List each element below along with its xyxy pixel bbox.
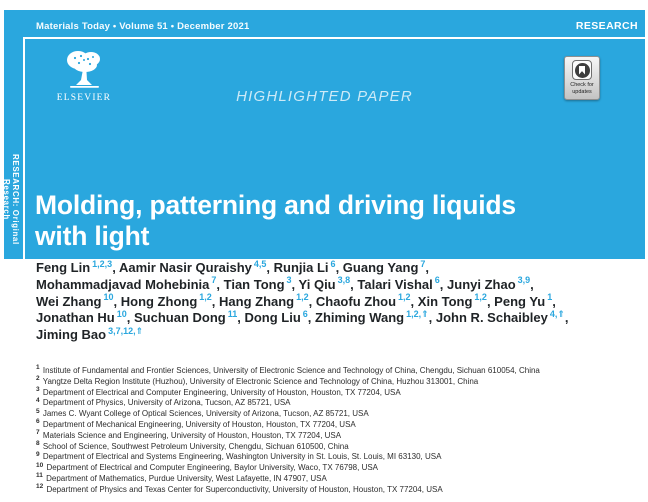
affiliation-number: 7 [36,429,40,437]
affiliation-number: 10 [36,461,44,469]
affiliation-number: 1 [36,364,40,372]
publisher-name: ELSEVIER [56,93,112,103]
affiliation-item: $^{11}$ Department of Mathematics, Purdue University, West Lafayette, IN 47907, USA [36,472,327,483]
bookmark-circle-icon [575,63,590,78]
check-for-updates-label [565,82,599,95]
author-name: Junyi Zhao [447,276,516,292]
affiliation-number: 6 [36,418,40,426]
crossmark-iconbox [572,60,592,80]
author-affiliation-superscript: 3,9 [517,275,531,286]
affiliation-item: $^7$ Materials Science and Engineering, University of Houston, Houston, TX 77204, USA [36,429,342,440]
affiliation-number: 4 [36,396,40,404]
affiliation-number: 5 [36,407,40,415]
author-affiliation-superscript: 10 [103,292,114,303]
check-for-updates-line2: updates [572,88,592,95]
author-name: Runjia Li [273,260,329,275]
horizontal-rule [25,37,645,39]
author-name: Peng Yu [494,293,546,309]
author-affiliation-superscript: 6 [302,309,308,320]
author-affiliation-superscript: 1,2 [474,292,487,303]
author-name: Chaofu Zhou [315,293,397,309]
author-name: Suchuan Dong [133,310,226,326]
author-name: Dong Liu [244,310,301,326]
highlighted-paper-label: HIGHLIGHTED PAPER [236,88,413,105]
affiliation-number: 8 [36,439,40,447]
affiliation-item: $^1$ Institute of Fundamental and Frontier Sciences, University of Electronic Science and Technology of China, Chengdu, Sichuan 610054, China [36,364,540,375]
author-name: Zhiming Wang [315,310,405,326]
author-name: Hong Zhong [120,293,198,309]
author-affiliation-superscript: 4,⇑ [549,309,565,320]
author-affiliation-superscript: 6 [330,258,336,269]
author-name: Talari Vishal [357,276,433,292]
author-name: John R. Schaibley [435,310,548,326]
author-name: Jonathan Hu [36,310,115,326]
author-list: Feng Lin $^{1,2,3}$, Aamir Nasir Quraishy $^{4,5}$, Runjia Li $^6$, Guang Yang $^7$, Mohammadjavad Mohebinia $^7$, Tian Tong $^3$, Yi Qiu $^{3,8}$, Talari Vishal $^6$, Junyi Zhao $^{3,9}$, Wei Zhang $^{10}$, Hong Zhong $^{1,2}$, Hang Zhang $^{1,2}$, Chaofu Zhou $^{1,2}$, Xin Tong $^{1,2}$, Peng Yu $^1$, Jonathan Hu $^{10}$, Suchuan Dong $^{11}$, Dong Liu $^6$, Zhiming Wang $^{1,2,⇑}$, John R. Schaibley $^{4,⇑}$, Jiming Bao $^{3,7,12,⇑}$ [36,258,569,343]
author-affiliation-superscript: 10 [116,309,127,320]
author-affiliation-superscript: 1,2,3 [92,258,113,269]
author-affiliation-superscript: 7 [420,258,426,269]
affiliation-item: $^6$ Department of Mechanical Engineering, University of Houston, Houston, TX 77204, USA [36,418,356,429]
author-name: Guang Yang [342,260,419,275]
author-affiliation-superscript: 7 [211,275,217,286]
author-affiliation-superscript: 11 [227,309,238,320]
author-name: Xin Tong [417,293,473,309]
author-affiliation-superscript: 4,5 [253,258,267,269]
check-for-updates-line1: Check for [570,82,594,88]
affiliation-number: 11 [36,472,43,480]
author-affiliation-superscript: 3,7,12,⇑ [108,325,144,336]
author-name: Jiming Bao [36,327,107,343]
side-strip-label: RESEARCH: Original Research [2,153,20,245]
elsevier-tree-icon [48,50,120,92]
affiliation-item: $^9$ Department of Electrical and Systems Engineering, Washington University in St. Louis, St. Louis, MI 63130, USA [36,450,442,462]
author-affiliation-superscript: 1 [547,292,553,303]
affiliation-item: $^3$ Department of Electrical and Computer Engineering, University of Houston, Houston, TX 77204, USA [36,385,401,397]
affiliation-item: $^{12}$ Department of Physics and Texas Center for Superconductivity, University of Houston, Houston, TX 77204, USA [36,483,443,494]
research-section-label: RESEARCH [575,20,638,32]
author-affiliation-superscript: 1,2,⇑ [406,309,429,320]
journal-masthead: Materials Today • Volume 51 • December 2021 [36,21,250,32]
header-banner [4,10,645,259]
author-name: Tian Tong [223,276,285,292]
author-name: Hang Zhang [219,293,295,309]
affiliation-number: 2 [36,375,40,383]
article-title-line1: Molding, patterning and driving liquids [35,190,516,220]
author-affiliation-superscript: 1,2 [398,292,411,303]
article-title-line2: with light [35,221,150,251]
author-affiliation-superscript: 3,8 [337,275,351,286]
author-name: Aamir Nasir Quraishy [118,260,252,275]
affiliation-item: $^4$ Department of Physics, University of Arizona, Tucson, AZ 85721, USA [36,396,291,408]
author-affiliation-superscript: 3 [286,275,292,286]
affiliation-item: $^{10}$ Department of Electrical and Computer Engineering, Baylor University, Waco, TX 76798, USA [36,461,379,473]
affiliation-item: $^2$ Yangtze Delta Region Institute (Huzhou), University of Electronic Science and Technology of China, Huzhou 313001, China [36,375,479,386]
author-affiliation-superscript: 1,2 [199,292,212,303]
affiliation-item: $^5$ James C. Wyant College of Optical Sciences, University of Arizona, Tucson, AZ 85721, USA [36,407,369,419]
affiliation-list [36,366,638,496]
author-name: Yi Qiu [298,276,336,292]
author-name: Mohammadjavad Mohebinia [36,276,210,292]
author-name: Feng Lin [36,260,91,275]
article-title [35,190,635,252]
affiliation-number: 12 [36,483,44,491]
affiliation-item: $^8$ School of Science, Southwest Petroleum University, Chengdu, Sichuan 610500, China [36,439,349,451]
author-affiliation-superscript: 1,2 [296,292,309,303]
check-for-updates-badge[interactable] [564,56,600,100]
affiliation-number: 3 [36,385,40,393]
vertical-rule [23,37,25,259]
affiliation-number: 9 [36,450,40,458]
author-name: Wei Zhang [36,293,102,309]
author-affiliation-superscript: 6 [434,275,440,286]
bookmark-icon [579,66,585,75]
